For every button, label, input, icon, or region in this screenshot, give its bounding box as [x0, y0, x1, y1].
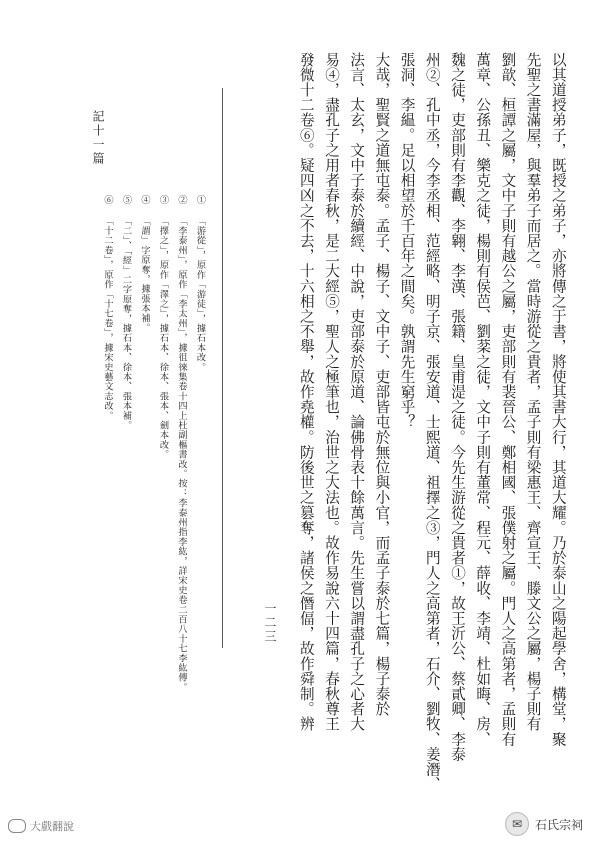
footnote: ② 「李泰州」，原作「李太州」，據徂徠集卷十四上杜副樞書改。按：李泰州指李紘，詳宋史卷二百八十七李紘傳。 — [176, 195, 187, 692]
watermark-logo-icon — [8, 819, 26, 833]
footnote: ⑥ 「十二卷」，原作「十七卷」，據宋史藝文志改。 — [102, 195, 113, 421]
text-column: 發微十二卷⑥。疑四凶之不去，十六相之不舉，故作堯權。防後世之篡奪，諸侯之僭偪，故作舜制。辨 — [297, 52, 315, 732]
text-column: 萬章、公孫丑、樂克之徒，楊則有侯芭、劉棻之徒，文中子則有董常、程元、薛收、李靖、杜如晦、房、 — [474, 52, 492, 747]
notes-divider — [222, 88, 223, 648]
page-number: 一二三 — [263, 602, 277, 644]
footnote: ⑤ 「二」、「經」二字原奪，據石本、徐本、張本補。 — [120, 195, 132, 431]
watermark-right-text: 石氏宗祠 — [534, 817, 583, 832]
watermark-right — [505, 812, 583, 836]
text-column: 州②、孔中丞，今李丞相、范經略、明子京、張安道、士熙道、祖擇之③，門人之高第者，石介、劉牧、姜潛、 — [423, 52, 441, 792]
footnote: ③ 「擇之」，原作「澤之」，據石本、徐本、張本、劍本改。 — [157, 195, 169, 460]
text-column: 易④，盡孔子之用者春秋，是二大經⑤，聖人之極筆也，治世之大法也。故作易說六十四篇，春秋尊王 — [323, 52, 340, 732]
chapter-header: 記十一篇 — [91, 110, 105, 166]
text-column: 先聖之書滿屋，與羣弟子而居之。當時游從之貴者，孟子則有梁惠王、齊宣王、滕文公之屬，楊子則有 — [524, 52, 542, 732]
text-column: 張洞、李緼。足以相望於千百年之間矣。孰謂先生窮乎？ — [398, 52, 416, 430]
text-column: 魏之徒，吏部則有李觀、李翱、李漢、張籍、皇甫湜之徒。今先生游從之貴者①，故王沂公、蔡貳卿、李泰 — [449, 52, 466, 762]
text-column: 劉歆、桓譚之屬，文中子則有越公之屬，吏部則有裴晉公、鄭相國、張僕射之屬。門人之高第者，孟則有 — [499, 52, 517, 747]
wechat-badge-icon: ✉ — [505, 812, 529, 836]
footnote: ① 「游從」，原作「游徒」，據石本改。 — [194, 195, 206, 372]
text-column: 以其道授弟子，既授之弟子，亦將傳之于書，將使其書大行，其道大耀。乃於泰山之陽起學舍，構堂，聚 — [549, 52, 567, 747]
watermark-left-text: 大戲翻說 — [30, 820, 74, 833]
text-column: 大哉，聖賢之道無屯泰。孟子、楊子、文中子、吏部皆屯於無位與小官，而孟子泰於七篇，楊子泰於 — [373, 52, 391, 717]
text-column: 法言、太玄，文中子泰於續經、中說，吏部泰於原道、論佛骨表十餘萬言。先生嘗以謂盡孔子之心者大 — [348, 52, 366, 732]
watermark-left — [8, 818, 74, 834]
footnote: ④ 「謂」字原奪，據張本補。 — [139, 195, 150, 333]
